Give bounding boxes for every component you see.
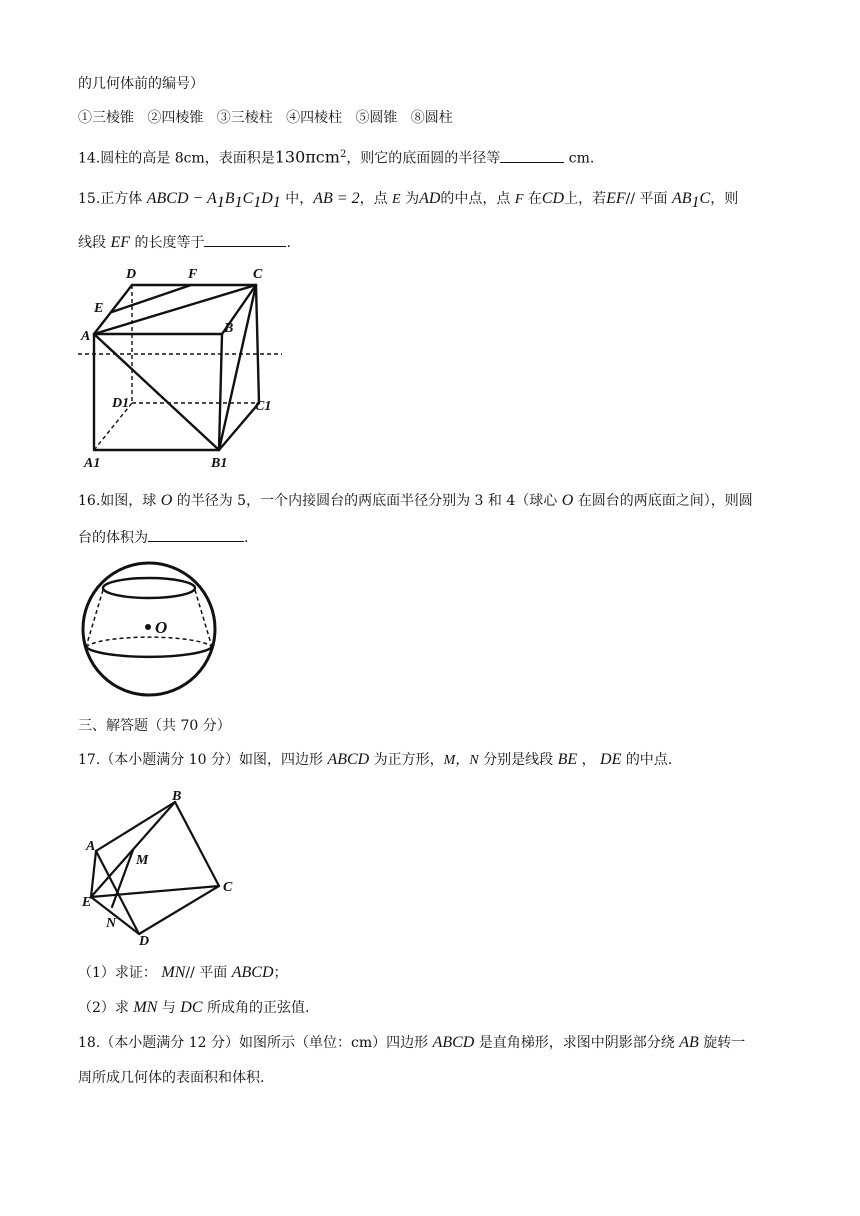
q17-1-text-c: ； — [273, 965, 288, 981]
option-4: ④四棱柱 — [286, 110, 343, 126]
q17-2-dc: DC — [180, 999, 203, 1016]
q17-text-e: 的中点. — [625, 752, 673, 768]
q15-text-a: 15.正方体 — [78, 191, 143, 207]
q16-text-b: 的半径为 5，一个内接圆台的两底面半径分别为 3 和 4（球心 — [176, 493, 558, 509]
question-17 — [78, 750, 672, 771]
q16-text-a: 16.如图，球 — [78, 493, 157, 509]
q15-line2-a: 线段 — [78, 235, 106, 251]
q17-2-text-b: 与 — [161, 1000, 176, 1016]
label-B: B — [224, 321, 234, 336]
question-14 — [78, 145, 594, 169]
q18-text-c: 旋转一 — [703, 1035, 746, 1051]
question-18-line-2 — [78, 1068, 264, 1088]
option-6: ⑧圆柱 — [410, 110, 453, 126]
q15-text-h: 上，若 — [564, 191, 607, 207]
q14-unit-2: cm. — [568, 150, 595, 167]
q15-point-f: F — [514, 192, 524, 207]
label-E: E — [82, 895, 92, 910]
label-M: M — [136, 853, 149, 868]
q17-2-text-a: （2）求 — [78, 1000, 129, 1016]
label-E: E — [94, 301, 104, 316]
q16-period: . — [244, 530, 249, 546]
q14-text-c: ，则它的底面圆的半径等 — [346, 150, 501, 167]
q16-line2: 台的体积为 — [78, 530, 148, 546]
question-15-line-2 — [78, 232, 291, 253]
q15-text-b: 中， — [285, 191, 314, 207]
label-D1: D1 — [112, 396, 130, 411]
label-N: N — [106, 916, 117, 931]
label-D: D — [126, 267, 137, 282]
question-17-part-1 — [78, 963, 288, 983]
q15-text-c: ，点 — [359, 191, 388, 207]
question-18 — [78, 1033, 745, 1053]
sphere-center-dot — [145, 624, 151, 630]
q17-2-text-c: 所成角的正弦值. — [206, 1000, 310, 1016]
figure-cube — [78, 262, 288, 472]
label-D: D — [139, 934, 150, 949]
q18-abcd: ABCD — [432, 1034, 475, 1051]
q18-line2: 周所成几何体的表面积和体积. — [78, 1070, 265, 1086]
label-C: C — [253, 267, 263, 282]
q17-1-mn: MN — [161, 964, 186, 981]
q15-cd: CD — [541, 190, 565, 207]
option-3: ③三棱柱 — [216, 110, 273, 126]
label-A1: A1 — [84, 456, 101, 471]
q15-cube: ABCD − A — [146, 190, 217, 207]
q14-unit: cm — [183, 150, 205, 167]
q17-text-c: 分别是线段 — [483, 752, 554, 768]
option-2: ②四棱锥 — [147, 110, 204, 126]
q15-point-e: E — [392, 192, 401, 207]
question-16 — [78, 491, 753, 511]
answer-blank-16[interactable] — [148, 527, 244, 542]
label-B: B — [172, 789, 182, 804]
q17-text-d: ， — [581, 752, 596, 768]
label-F: F — [188, 267, 198, 282]
section-heading — [78, 716, 231, 736]
q18-text-b: 是直角梯形，求图中阴影部分绕 — [478, 1035, 675, 1051]
q14-area: 130πcm — [274, 147, 340, 167]
q17-1-text-b: // 平面 — [185, 965, 228, 981]
q16-point-o-2: O — [561, 492, 574, 509]
label-C: C — [223, 880, 233, 895]
q15-ab: AB = 2 — [313, 190, 360, 207]
q17-2-mn: MN — [133, 999, 158, 1016]
q15-period: . — [286, 235, 291, 251]
q16-point-o: O — [160, 492, 173, 509]
q17-text-a: 17.（本小题满分 10 分）如图，四边形 — [78, 752, 323, 768]
q14-exponent: 2 — [339, 149, 347, 160]
q17-de: DE — [600, 751, 622, 768]
q15-ad: AD — [419, 190, 441, 207]
answer-blank-14[interactable] — [500, 148, 564, 163]
question-16-line-2 — [78, 527, 248, 548]
q18-text-a: 18.（本小题满分 12 分）如图所示（单位：cm）四边形 — [78, 1035, 429, 1051]
question-13-tail — [78, 74, 204, 94]
q17-1-abcd: ABCD — [231, 964, 274, 981]
figure-square-pyramid — [78, 782, 248, 952]
label-C1: C1 — [255, 399, 272, 414]
q18-ab: AB — [679, 1034, 699, 1051]
q15-text-g: 在 — [527, 191, 542, 207]
q16-text-c: 在圆台的两底面之间），则圆 — [577, 493, 753, 509]
label-O: O — [155, 618, 168, 637]
q17-1-text-a: （1）求证： — [78, 965, 157, 981]
label-A: A — [81, 329, 91, 344]
section-3-title: 三、解答题（共 70 分） — [78, 718, 231, 734]
option-5: ⑤圆锥 — [355, 110, 398, 126]
q14-text-b: ，表面积是 — [204, 150, 275, 167]
question-15: 15.正方体 ABCD − $A_1B_1C_1D_1$ 中，AB = 2，点 E 为AD的中点，点 F 在CD上，若EF// 平面 $AB_1C$，则 — [78, 190, 739, 211]
question-17-part-2 — [78, 998, 309, 1018]
q17-text-b: 为正方形， — [373, 752, 444, 768]
q15-plane: AB — [671, 190, 692, 207]
q15-text-j: ，则 — [710, 191, 739, 207]
text: 的几何体前的编号） — [78, 76, 204, 92]
q15-text-d: 为 — [405, 191, 420, 207]
q15-text-i: // 平面 — [625, 191, 668, 207]
label-A: A — [86, 839, 96, 854]
options-list — [78, 108, 453, 128]
q15-ef: EF — [606, 190, 626, 207]
q15-line2-b: 的长度等于 — [134, 235, 205, 251]
q15-text-f: 的中点，点 — [440, 191, 511, 207]
q17-be: BE — [557, 751, 578, 768]
option-1: ①三棱锥 — [78, 110, 134, 126]
q17-abcd: ABCD — [327, 751, 370, 768]
q15-ef-2: EF — [110, 234, 130, 251]
q14-text-a: 14.圆柱的高是 8 — [78, 150, 184, 167]
label-B1: B1 — [211, 456, 228, 471]
answer-blank-15[interactable] — [204, 232, 286, 247]
figure-sphere — [78, 558, 223, 703]
q17-mn: M，N — [443, 753, 479, 768]
